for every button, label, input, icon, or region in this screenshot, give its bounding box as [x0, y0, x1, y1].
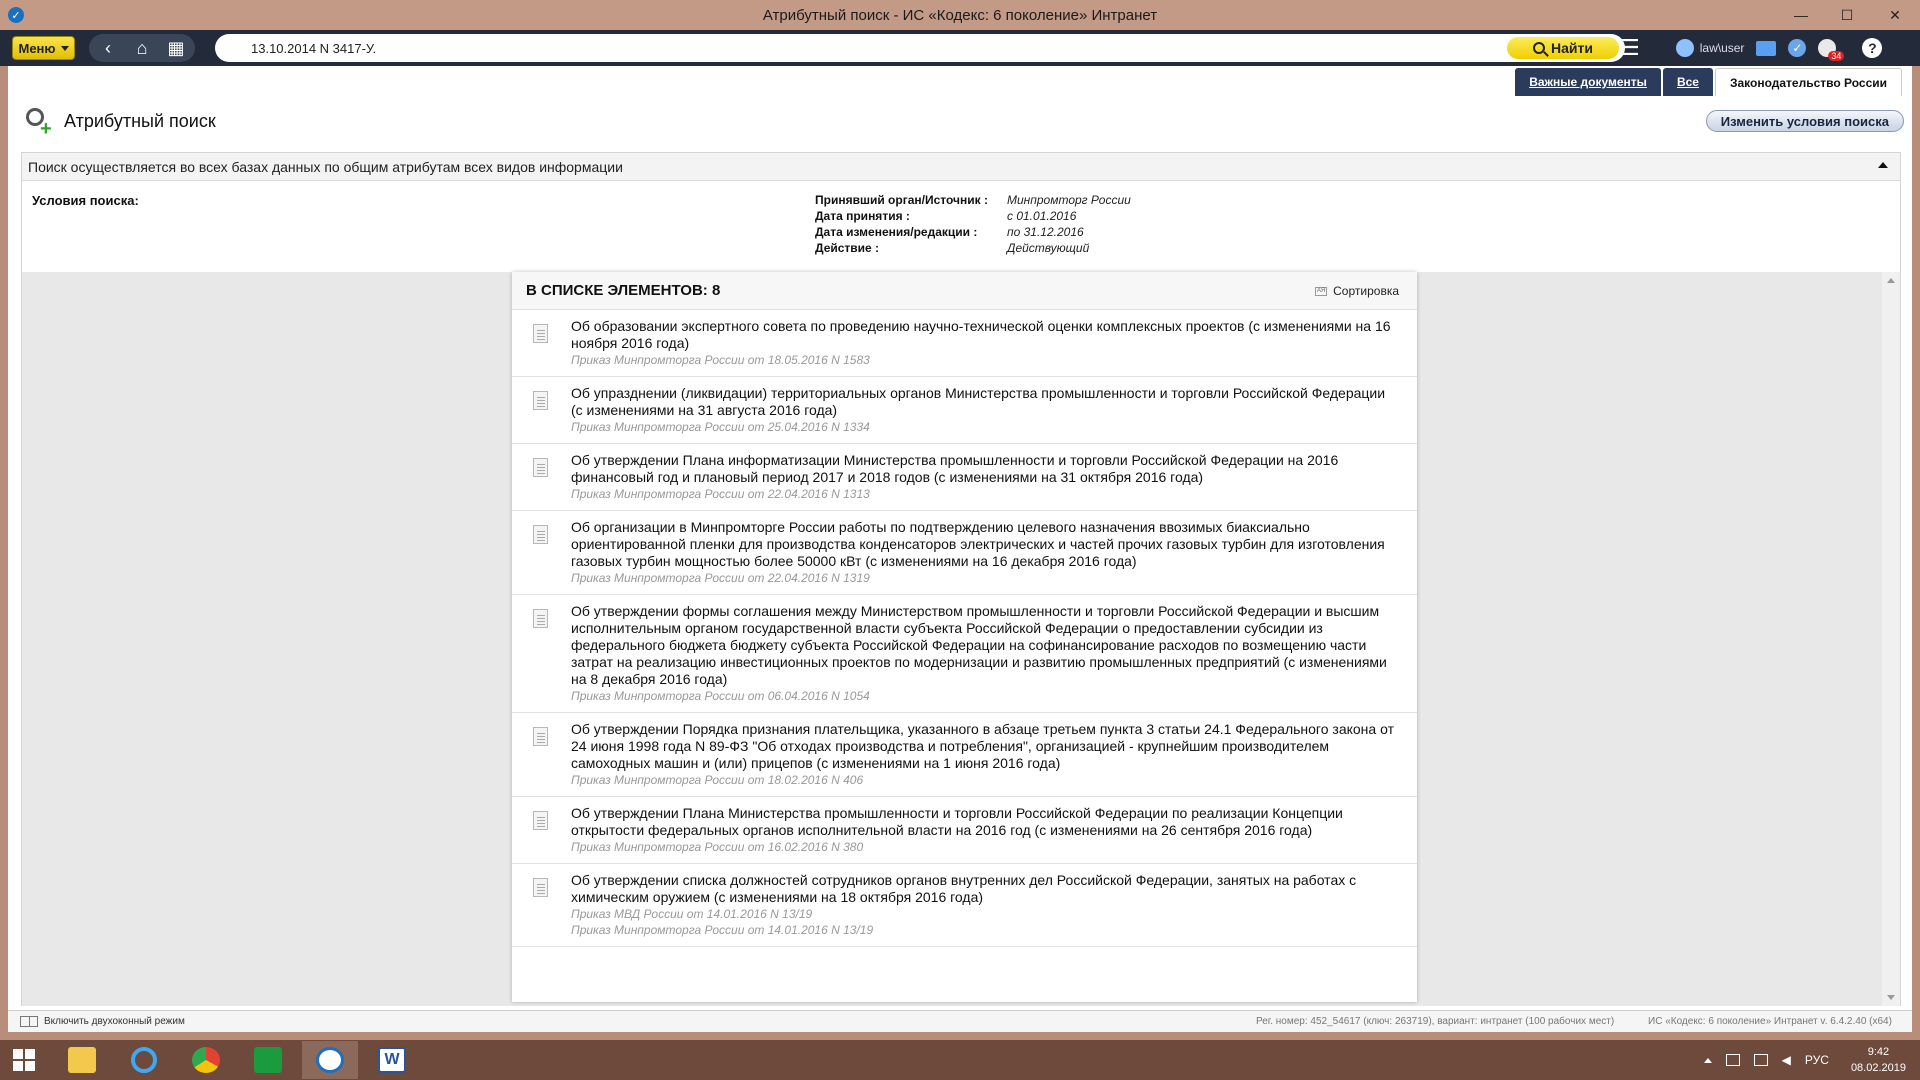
document-icon — [533, 609, 548, 628]
document-icon — [533, 458, 548, 477]
taskbar-ie[interactable] — [116, 1041, 172, 1079]
document-icon — [533, 811, 548, 830]
minimize-button[interactable]: — — [1794, 7, 1808, 23]
document-source: Приказ Минпромторга России от 18.02.2016 N 406 — [571, 773, 864, 787]
document-title[interactable]: Об утверждении Порядка признания плательщика, указанного в абзаце третьем пункта 3 статьи 24.1 Федерального закона от 24 июня 1998 года N 89-ФЗ "Об отходах производства и потребления", организацией - крупнейшим производителем самоходных машин и (или) прицепов (с изменениями на 1 июня 2016 года) — [571, 721, 1394, 771]
internet-explorer-icon — [131, 1047, 157, 1073]
chevron-down-icon — [61, 46, 69, 51]
volume-icon[interactable]: ◀ — [1781, 1053, 1791, 1067]
kodeks-icon — [316, 1047, 344, 1073]
conditions-label: Условия поиска: — [32, 193, 139, 208]
scroll-down-icon[interactable] — [1887, 995, 1895, 1000]
search-conditions-panel — [21, 152, 1901, 273]
dual-mode-toggle[interactable]: Включить двухоконный режим — [44, 1016, 185, 1027]
sort-label: Сортировка — [1333, 284, 1399, 298]
network-icon[interactable] — [1726, 1054, 1740, 1066]
tab-russian-legislation[interactable]: Законодательство России — [1715, 68, 1902, 96]
condition-value: Действующий — [1007, 241, 1090, 255]
kodeks-app-icon: ✓ — [8, 7, 24, 23]
document-icon — [533, 391, 548, 410]
search-icon — [1533, 42, 1545, 54]
taskbar-kodeks[interactable] — [302, 1041, 358, 1079]
taskbar-word[interactable] — [364, 1041, 420, 1079]
search-bar — [215, 34, 1625, 62]
taskbar-store[interactable] — [240, 1041, 296, 1079]
dual-window-icon[interactable] — [20, 1016, 38, 1027]
results-count: В СПИСКЕ ЭЛЕМЕНТОВ: 8 — [526, 282, 721, 299]
scroll-up-icon[interactable] — [1887, 278, 1895, 283]
menu-button[interactable] — [12, 36, 75, 60]
find-label: Найти — [1551, 40, 1593, 56]
condition-key: Дата изменения/редакции : — [815, 225, 978, 239]
help-icon[interactable]: ? — [1862, 38, 1882, 58]
condition-value: с 01.01.2016 — [1007, 209, 1077, 223]
close-button[interactable]: ✕ — [1889, 6, 1901, 23]
registration-info: Рег. номер: 452_54617 (ключ: 263719), вариант: интранет (100 рабочих мест) — [1256, 1016, 1615, 1027]
tab-all[interactable]: Все — [1663, 68, 1713, 96]
results-area — [21, 272, 1901, 1006]
condition-key: Принявший орган/Источник : — [815, 193, 988, 207]
document-source: Приказ Минпромторга России от 22.04.2016 N 1319 — [571, 571, 870, 585]
document-source: Приказ МВД России от 14.01.2016 N 13/19 — [571, 907, 813, 921]
hamburger-icon[interactable]: ☰ — [1620, 35, 1640, 60]
panel-heading-text: Поиск осуществляется во всех базах данных по общим атрибутам всех видов информации — [28, 158, 623, 175]
document-title[interactable]: Об образовании экспертного совета по проведению научно-технической оценки комплексных проектов (с изменениями на 16 ноября 2016 года) — [571, 318, 1391, 351]
windows-taskbar — [0, 1040, 1920, 1080]
document-title[interactable]: Об утверждении списка должностей сотрудников органов внутренних дел Российской Федерации, занятых на работах с химическим оружием (с изменениями на 18 октября 2016 года) — [571, 872, 1357, 905]
condition-value: Минпромторг России — [1007, 193, 1131, 207]
language-indicator[interactable]: РУС — [1804, 1053, 1829, 1067]
tab-important-documents[interactable]: Важные документы — [1515, 68, 1661, 96]
system-tray — [1704, 1040, 1906, 1080]
folder-icon[interactable] — [1756, 41, 1776, 56]
list-item[interactable] — [512, 713, 1417, 797]
home-icon[interactable]: ⌂ — [136, 37, 148, 58]
document-source: Приказ Минпромторга России от 25.04.2016 N 1334 — [571, 420, 870, 434]
user-menu[interactable] — [1676, 39, 1745, 57]
attribute-search-icon: + — [24, 106, 54, 136]
content-area — [8, 66, 1912, 1032]
document-title[interactable]: Об утверждении формы соглашения между Министерством промышленности и торговли Российской Федерации и высшим исполнительным органом государственной власти субъекта Российской Федерации о предоставлении субсидии из федерального бюджета бюджету субъекта Российской Федерации на софинансирование расходов по возмещению части затрат на реализацию инвестиционных проектов по модернизации и развитию промышленных предприятий (с изменениями на 8 декабря 2016 года) — [571, 603, 1387, 687]
document-source: Приказ Минпромторга России от 16.02.2016 N 380 — [571, 840, 864, 854]
window-title-bar — [0, 0, 1920, 30]
list-item[interactable] — [512, 444, 1417, 511]
status-bar — [8, 1010, 1912, 1032]
windows-start-icon[interactable] — [0, 1040, 48, 1080]
notifications-badge: 34 — [1828, 51, 1844, 61]
search-input[interactable] — [251, 41, 1451, 56]
tab-bar — [1515, 68, 1902, 96]
document-title[interactable]: Об организации в Минпромторге России работы по подтверждению целевого назначения ввозимых биаксиально ориентированной пленки для производства конденсаторов электрических и частей прочих газовых турбин для изготовления газовых турбин мощностью более 50000 кВт (с изменениями на 16 декабря 2016 года) — [571, 519, 1385, 569]
document-icon — [533, 324, 548, 343]
window-title: Атрибутный поиск - ИС «Кодекс: 6 поколение» Интранет — [762, 7, 1158, 24]
vertical-scrollbar[interactable] — [1882, 272, 1900, 1006]
tray-expand-icon[interactable] — [1704, 1058, 1712, 1063]
nav-group — [89, 34, 195, 62]
word-icon: W — [378, 1047, 406, 1073]
toolbar-right — [1620, 30, 1882, 66]
find-button[interactable] — [1507, 37, 1619, 59]
document-source: Приказ Минпромторга России от 14.01.2016 N 13/19 — [571, 923, 874, 937]
sort-button[interactable] — [1315, 284, 1399, 298]
results-list — [512, 272, 1417, 1002]
window-controls — [1778, 0, 1920, 30]
condition-value: по 31.12.2016 — [1007, 225, 1084, 239]
clock[interactable] — [1851, 1044, 1906, 1076]
conditions-grid — [815, 193, 1131, 255]
maximize-button[interactable]: ☐ — [1840, 6, 1854, 23]
collapse-icon[interactable] — [1878, 162, 1888, 168]
clock-time: 9:42 — [1867, 1046, 1890, 1058]
document-source: Приказ Минпромторга России от 06.04.2016 N 1054 — [571, 689, 870, 703]
document-icon — [533, 727, 548, 746]
apps-grid-icon[interactable]: ▦ — [167, 37, 185, 58]
document-source: Приказ Минпромторга России от 22.04.2016 N 1313 — [571, 487, 870, 501]
change-conditions-button[interactable]: Изменить условия поиска — [1706, 110, 1904, 132]
clock-date: 08.02.2019 — [1850, 1062, 1906, 1074]
document-icon — [533, 525, 548, 544]
list-item[interactable] — [512, 864, 1417, 947]
sort-icon: АЯ — [1316, 288, 1326, 294]
taskbar-chrome[interactable] — [178, 1041, 234, 1079]
list-item[interactable] — [512, 595, 1417, 713]
back-icon[interactable]: ‹ — [105, 37, 111, 58]
list-item[interactable] — [512, 797, 1417, 864]
list-item[interactable] — [512, 377, 1417, 444]
user-icon — [1676, 39, 1694, 57]
taskbar-explorer[interactable] — [54, 1041, 110, 1079]
action-center-icon[interactable] — [1754, 1054, 1768, 1066]
notifications-icon[interactable] — [1818, 39, 1842, 61]
version-info: ИС «Кодекс: 6 поколение» Интранет v. 6.4.2.40 (x64) — [1648, 1016, 1892, 1027]
page-title: Атрибутный поиск — [64, 110, 216, 131]
store-icon — [254, 1047, 282, 1073]
menu-label: Меню — [18, 40, 56, 56]
condition-key: Действие : — [815, 241, 880, 255]
page-header — [24, 106, 216, 140]
document-source: Приказ Минпромторга России от 18.05.2016 N 1583 — [571, 353, 870, 367]
document-title[interactable]: Об утверждении Плана Министерства промышленности и торговли Российской Федерации по реализации Концепции открытости федеральных органов исполнительной власти на 2016 год (с изменениями на 26 сентября 2016 года) — [571, 805, 1343, 838]
condition-key: Дата принятия : — [815, 209, 910, 223]
chrome-icon — [192, 1047, 220, 1073]
user-name: law\user — [1699, 41, 1745, 55]
main-toolbar — [0, 30, 1920, 66]
document-title[interactable]: Об упразднении (ликвидации) территориальных органов Министерства промышленности и торговли Российской Федерации (с изменениями на 31 августа 2016 года) — [571, 385, 1386, 418]
list-item[interactable] — [512, 511, 1417, 595]
document-icon — [533, 878, 548, 897]
results-header — [512, 272, 1417, 310]
checkmark-icon[interactable]: ✓ — [1788, 39, 1806, 57]
file-explorer-icon — [68, 1047, 96, 1073]
panel-heading[interactable] — [22, 153, 1900, 181]
document-title[interactable]: Об утверждении Плана информатизации Министерства промышленности и торговли Российской Федерации на 2016 финансовый год и плановый период 2017 и 2018 годов (с изменениями на 31 октября 2016 года) — [571, 452, 1339, 485]
list-item[interactable] — [512, 310, 1417, 377]
